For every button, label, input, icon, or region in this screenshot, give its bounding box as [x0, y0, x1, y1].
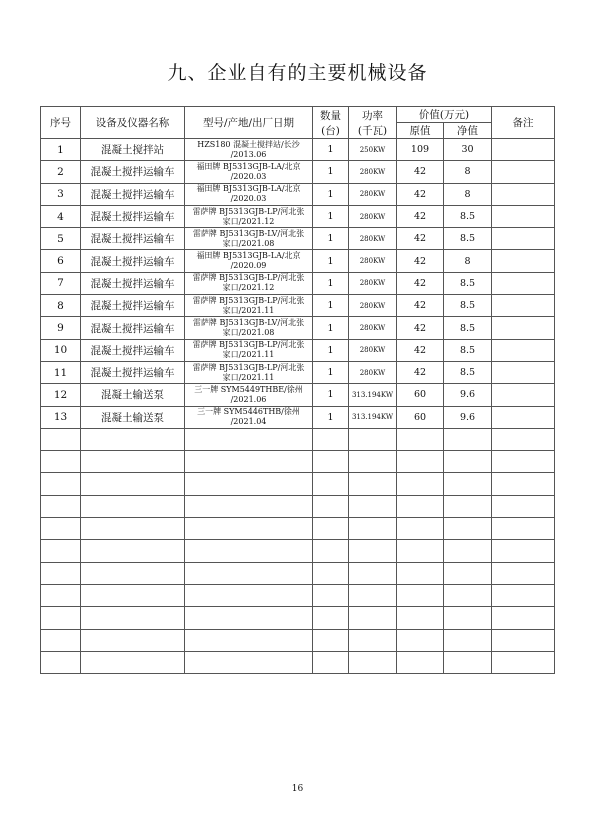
cell-model-line1: 雷萨牌 BJ5313GJB-LP/河北张	[192, 273, 305, 283]
cell-model	[185, 228, 313, 250]
empty-row	[41, 518, 555, 540]
empty-cell	[185, 607, 313, 629]
empty-cell	[185, 562, 313, 584]
empty-cell	[349, 562, 397, 584]
cell-model	[185, 161, 313, 183]
header-remark: 备注	[492, 107, 555, 139]
empty-cell	[492, 607, 555, 629]
cell-original: 60	[397, 384, 444, 406]
empty-cell	[349, 629, 397, 651]
empty-cell	[444, 584, 492, 606]
cell-model	[185, 139, 313, 161]
cell-qty: 1	[313, 339, 349, 361]
page-number: 16	[291, 784, 304, 794]
table-row	[41, 205, 555, 227]
empty-row	[41, 629, 555, 651]
empty-cell	[397, 651, 444, 673]
cell-qty: 1	[313, 272, 349, 294]
empty-cell	[41, 651, 81, 673]
cell-model-line1: 福田牌 BJ5313GJB-LA/北京	[196, 161, 301, 171]
empty-cell	[313, 428, 349, 450]
empty-cell	[444, 518, 492, 540]
equipment-table	[40, 106, 555, 674]
cell-model-line1: 福田牌 BJ5313GJB-LA/北京	[196, 251, 301, 261]
table-row	[41, 183, 555, 205]
cell-original: 42	[397, 272, 444, 294]
cell-name: 混凝土搅拌运输车	[81, 361, 185, 383]
cell-qty: 1	[313, 295, 349, 317]
empty-cell	[313, 584, 349, 606]
cell-power: 313.194KW	[349, 406, 397, 428]
cell-power: 280KW	[349, 272, 397, 294]
header-power	[349, 107, 397, 139]
cell-power: 250KW	[349, 139, 397, 161]
cell-name: 混凝土搅拌运输车	[81, 295, 185, 317]
empty-cell	[81, 495, 185, 517]
header-no: 序号	[41, 107, 81, 139]
empty-cell	[81, 629, 185, 651]
cell-net: 8	[444, 183, 492, 205]
cell-model	[185, 272, 313, 294]
cell-power: 313.194KW	[349, 384, 397, 406]
cell-name: 混凝土搅拌运输车	[81, 272, 185, 294]
empty-cell	[349, 473, 397, 495]
header-qty	[313, 107, 349, 139]
cell-remark	[492, 183, 555, 205]
empty-cell	[81, 651, 185, 673]
table-row	[41, 295, 555, 317]
cell-model-line2: /2021.06	[230, 394, 267, 404]
cell-model	[185, 183, 313, 205]
cell-name: 混凝土搅拌运输车	[81, 317, 185, 339]
cell-name: 混凝土搅拌站	[81, 139, 185, 161]
cell-name: 混凝土搅拌运输车	[81, 339, 185, 361]
table-row	[41, 384, 555, 406]
table-row	[41, 139, 555, 161]
empty-cell	[313, 562, 349, 584]
cell-qty: 1	[313, 228, 349, 250]
cell-model-line2: 家口/2021.11	[222, 350, 275, 360]
empty-row	[41, 428, 555, 450]
empty-cell	[185, 451, 313, 473]
cell-original: 42	[397, 183, 444, 205]
empty-cell	[81, 540, 185, 562]
cell-name: 混凝土输送泵	[81, 406, 185, 428]
empty-cell	[81, 518, 185, 540]
cell-qty: 1	[313, 183, 349, 205]
empty-cell	[349, 451, 397, 473]
cell-no: 11	[41, 361, 81, 383]
cell-remark	[492, 317, 555, 339]
empty-cell	[444, 540, 492, 562]
cell-power: 280KW	[349, 250, 397, 272]
table-row	[41, 250, 555, 272]
empty-cell	[185, 428, 313, 450]
cell-remark	[492, 161, 555, 183]
cell-remark	[492, 205, 555, 227]
empty-cell	[349, 428, 397, 450]
empty-cell	[444, 495, 492, 517]
empty-cell	[397, 428, 444, 450]
header-net: 净值	[444, 123, 492, 139]
empty-cell	[492, 495, 555, 517]
empty-cell	[41, 607, 81, 629]
cell-model-line2: /2020.03	[230, 194, 267, 204]
cell-power: 280KW	[349, 183, 397, 205]
empty-row	[41, 584, 555, 606]
empty-cell	[349, 540, 397, 562]
cell-model	[185, 205, 313, 227]
empty-cell	[81, 451, 185, 473]
empty-row	[41, 562, 555, 584]
empty-cell	[492, 584, 555, 606]
empty-cell	[397, 451, 444, 473]
cell-qty: 1	[313, 384, 349, 406]
empty-cell	[492, 651, 555, 673]
cell-model-line1: 三一牌 SYM5446THB/徐州	[197, 407, 300, 417]
empty-cell	[397, 629, 444, 651]
empty-cell	[81, 473, 185, 495]
cell-net: 8.5	[444, 205, 492, 227]
cell-model	[185, 317, 313, 339]
cell-name: 混凝土输送泵	[81, 384, 185, 406]
cell-no: 9	[41, 317, 81, 339]
empty-cell	[444, 651, 492, 673]
cell-remark	[492, 228, 555, 250]
cell-net: 8.5	[444, 228, 492, 250]
table-body	[41, 139, 555, 674]
cell-no: 1	[41, 139, 81, 161]
cell-remark	[492, 406, 555, 428]
empty-cell	[81, 584, 185, 606]
cell-power: 280KW	[349, 295, 397, 317]
cell-model-line2: /2020.03	[230, 171, 267, 181]
cell-original: 42	[397, 205, 444, 227]
header-original: 原值	[397, 123, 444, 139]
empty-cell	[81, 428, 185, 450]
empty-cell	[41, 584, 81, 606]
empty-cell	[492, 428, 555, 450]
cell-remark	[492, 250, 555, 272]
page-title: 九、企业自有的主要机械设备	[167, 62, 428, 84]
cell-remark	[492, 272, 555, 294]
empty-cell	[444, 562, 492, 584]
empty-cell	[444, 473, 492, 495]
empty-row	[41, 451, 555, 473]
empty-cell	[349, 607, 397, 629]
cell-power: 280KW	[349, 317, 397, 339]
empty-cell	[397, 562, 444, 584]
cell-remark	[492, 139, 555, 161]
empty-cell	[41, 629, 81, 651]
cell-original: 42	[397, 361, 444, 383]
cell-name: 混凝土搅拌运输车	[81, 228, 185, 250]
cell-model	[185, 361, 313, 383]
empty-cell	[492, 562, 555, 584]
cell-model-line1: 雷萨牌 BJ5313GJB-LP/河北张	[192, 295, 305, 305]
header-name: 设备及仪器名称	[81, 107, 185, 139]
cell-model-line2: 家口/2021.12	[222, 216, 275, 226]
cell-no: 2	[41, 161, 81, 183]
cell-net: 8	[444, 161, 492, 183]
cell-model	[185, 384, 313, 406]
header-value-group: 价值(万元)	[397, 107, 492, 123]
cell-model	[185, 295, 313, 317]
cell-net: 8.5	[444, 317, 492, 339]
cell-qty: 1	[313, 406, 349, 428]
table-row	[41, 228, 555, 250]
cell-model-line1: HZS180 混凝土搅拌站/长沙	[197, 139, 300, 149]
cell-model-line2: /2013.06	[230, 149, 267, 159]
empty-cell	[313, 495, 349, 517]
empty-cell	[185, 540, 313, 562]
cell-original: 42	[397, 339, 444, 361]
cell-no: 7	[41, 272, 81, 294]
cell-qty: 1	[313, 161, 349, 183]
empty-row	[41, 540, 555, 562]
cell-original: 42	[397, 161, 444, 183]
header-qty-line2: (台)	[321, 124, 340, 137]
empty-cell	[349, 651, 397, 673]
empty-cell	[313, 473, 349, 495]
table-row	[41, 361, 555, 383]
empty-cell	[397, 540, 444, 562]
empty-cell	[185, 629, 313, 651]
cell-model-line2: 家口/2021.12	[222, 283, 275, 293]
empty-cell	[313, 629, 349, 651]
empty-cell	[492, 540, 555, 562]
cell-model	[185, 406, 313, 428]
empty-cell	[397, 518, 444, 540]
empty-cell	[397, 495, 444, 517]
empty-cell	[492, 473, 555, 495]
cell-model-line1: 雷萨牌 BJ5313GJB-LP/河北张	[192, 362, 305, 372]
cell-net: 8.5	[444, 272, 492, 294]
cell-net: 8.5	[444, 361, 492, 383]
empty-cell	[41, 451, 81, 473]
cell-original: 109	[397, 139, 444, 161]
cell-net: 8.5	[444, 339, 492, 361]
cell-name: 混凝土搅拌运输车	[81, 161, 185, 183]
cell-no: 3	[41, 183, 81, 205]
cell-model-line2: /2021.04	[230, 417, 267, 427]
cell-model	[185, 250, 313, 272]
empty-cell	[349, 584, 397, 606]
cell-net: 30	[444, 139, 492, 161]
empty-cell	[313, 540, 349, 562]
cell-model-line1: 雷萨牌 BJ5313GJB-LP/河北张	[192, 340, 305, 350]
empty-cell	[41, 562, 81, 584]
cell-qty: 1	[313, 205, 349, 227]
cell-net: 9.6	[444, 406, 492, 428]
cell-no: 4	[41, 205, 81, 227]
empty-row	[41, 495, 555, 517]
empty-cell	[185, 495, 313, 517]
cell-original: 42	[397, 228, 444, 250]
cell-model-line2: 家口/2021.08	[222, 328, 275, 338]
table-row	[41, 272, 555, 294]
cell-name: 混凝土搅拌运输车	[81, 205, 185, 227]
cell-qty: 1	[313, 317, 349, 339]
cell-model-line1: 雷萨牌 BJ5313GJB-LV/河北张	[192, 228, 305, 238]
cell-qty: 1	[313, 250, 349, 272]
header-row	[41, 107, 555, 123]
cell-original: 42	[397, 317, 444, 339]
cell-name: 混凝土搅拌运输车	[81, 183, 185, 205]
cell-model-line1: 雷萨牌 BJ5313GJB-LV/河北张	[192, 318, 305, 328]
empty-cell	[81, 607, 185, 629]
cell-no: 10	[41, 339, 81, 361]
empty-cell	[397, 607, 444, 629]
empty-cell	[444, 451, 492, 473]
cell-no: 13	[41, 406, 81, 428]
empty-cell	[444, 607, 492, 629]
cell-model-line2: /2020.09	[230, 261, 267, 271]
cell-remark	[492, 295, 555, 317]
cell-power: 280KW	[349, 205, 397, 227]
table-row	[41, 161, 555, 183]
empty-cell	[313, 651, 349, 673]
cell-original: 42	[397, 250, 444, 272]
empty-cell	[349, 518, 397, 540]
empty-cell	[444, 629, 492, 651]
cell-model-line2: 家口/2021.08	[222, 238, 275, 248]
header-power-line1: 功率	[362, 109, 383, 122]
cell-no: 12	[41, 384, 81, 406]
empty-cell	[81, 562, 185, 584]
empty-cell	[492, 518, 555, 540]
empty-cell	[492, 629, 555, 651]
header-power-line2: (千瓦)	[357, 124, 388, 137]
empty-cell	[492, 451, 555, 473]
empty-cell	[41, 473, 81, 495]
cell-power: 280KW	[349, 228, 397, 250]
cell-remark	[492, 384, 555, 406]
table-row	[41, 339, 555, 361]
empty-cell	[313, 607, 349, 629]
cell-model-line1: 雷萨牌 BJ5313GJB-LP/河北张	[192, 206, 305, 216]
cell-no: 6	[41, 250, 81, 272]
cell-model	[185, 339, 313, 361]
empty-cell	[397, 584, 444, 606]
cell-original: 60	[397, 406, 444, 428]
cell-net: 8	[444, 250, 492, 272]
cell-no: 8	[41, 295, 81, 317]
cell-power: 280KW	[349, 161, 397, 183]
cell-no: 5	[41, 228, 81, 250]
empty-cell	[41, 428, 81, 450]
cell-power: 280KW	[349, 361, 397, 383]
cell-net: 8.5	[444, 295, 492, 317]
empty-cell	[41, 540, 81, 562]
cell-model-line1: 三一牌 SYM5449THBE/徐州	[194, 384, 303, 394]
empty-cell	[185, 473, 313, 495]
cell-model-line2: 家口/2021.11	[222, 305, 275, 315]
empty-cell	[444, 428, 492, 450]
empty-row	[41, 651, 555, 673]
cell-net: 9.6	[444, 384, 492, 406]
empty-cell	[41, 495, 81, 517]
empty-cell	[185, 518, 313, 540]
cell-qty: 1	[313, 139, 349, 161]
empty-row	[41, 607, 555, 629]
table-row	[41, 406, 555, 428]
empty-cell	[185, 584, 313, 606]
cell-model-line1: 福田牌 BJ5313GJB-LA/北京	[196, 184, 301, 194]
empty-row	[41, 473, 555, 495]
header-model: 型号/产地/出厂日期	[185, 107, 313, 139]
cell-name: 混凝土搅拌运输车	[81, 250, 185, 272]
cell-original: 42	[397, 295, 444, 317]
empty-cell	[349, 495, 397, 517]
table-row	[41, 317, 555, 339]
empty-cell	[313, 451, 349, 473]
header-qty-line1: 数量	[320, 109, 341, 122]
empty-cell	[41, 518, 81, 540]
empty-cell	[185, 651, 313, 673]
empty-cell	[397, 473, 444, 495]
cell-power: 280KW	[349, 339, 397, 361]
cell-remark	[492, 339, 555, 361]
cell-remark	[492, 361, 555, 383]
cell-model-line2: 家口/2021.11	[222, 372, 275, 382]
empty-cell	[313, 518, 349, 540]
cell-qty: 1	[313, 361, 349, 383]
